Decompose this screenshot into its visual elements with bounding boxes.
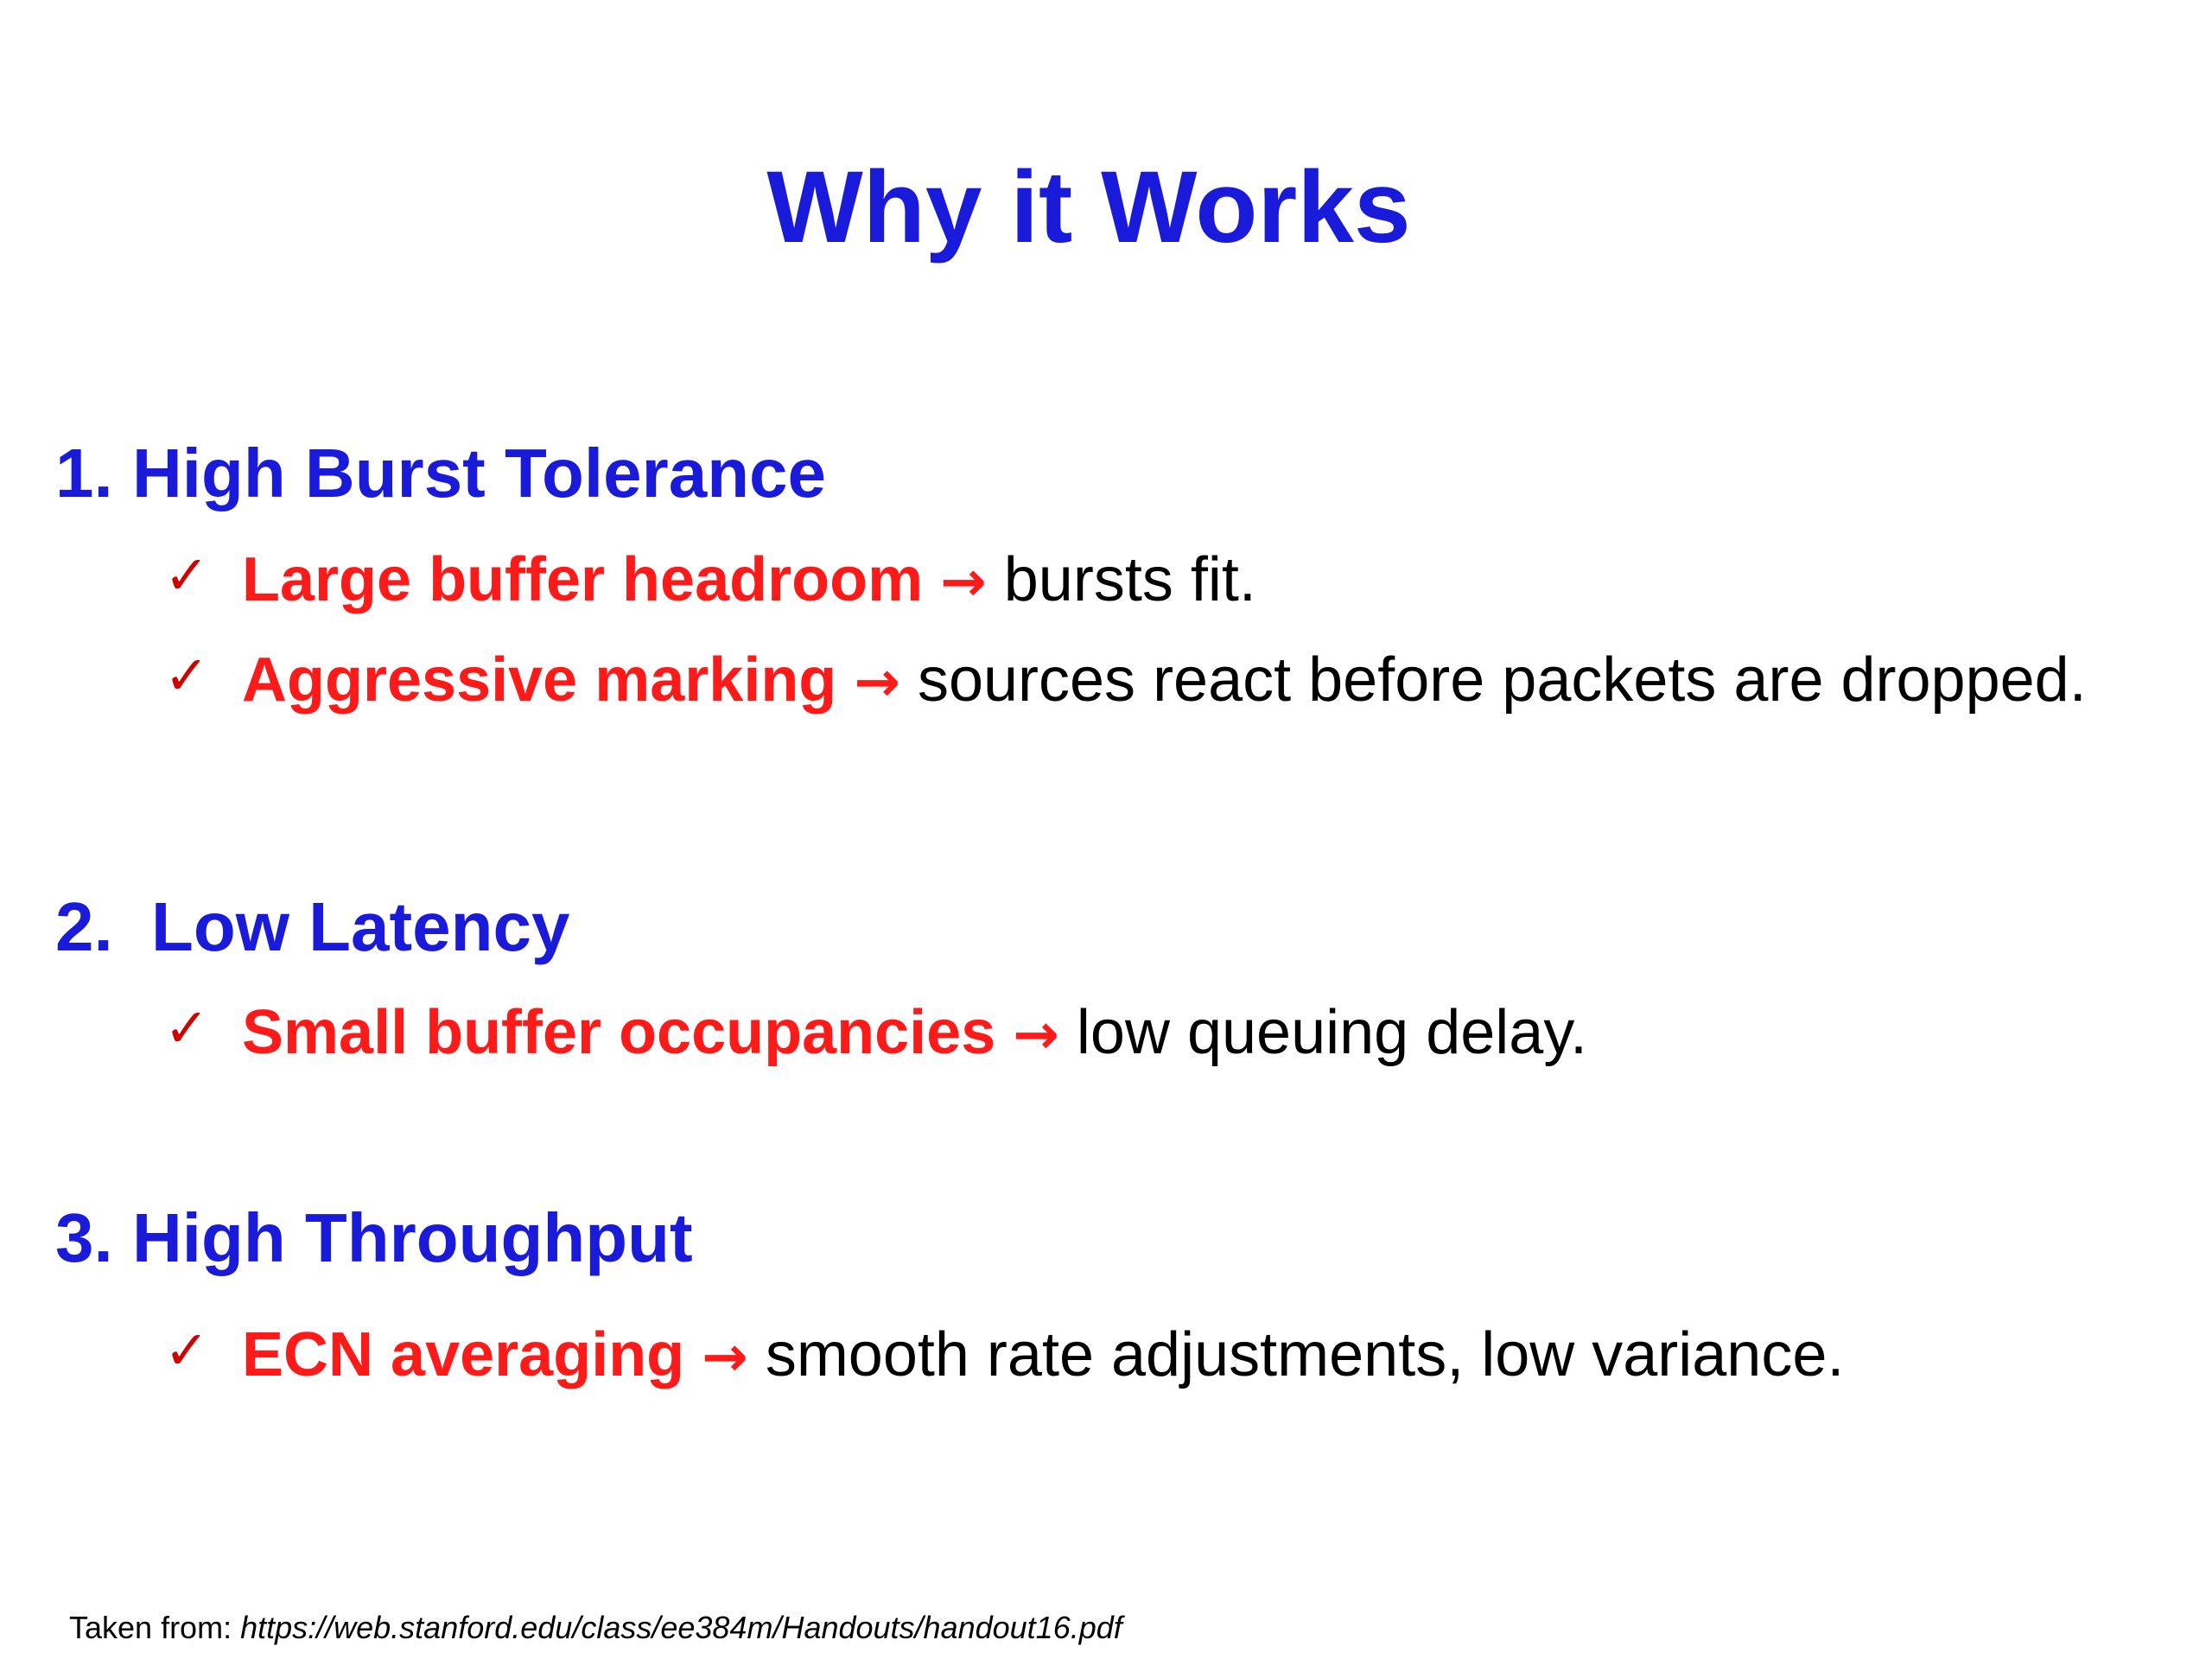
- section-title-2: Low Latency: [150, 888, 570, 965]
- section-number-2: 2.: [55, 888, 113, 965]
- arrow-right-icon: →: [702, 1325, 748, 1389]
- section-heading-2: [55, 886, 569, 969]
- bullet-key: Large buffer headroom: [242, 545, 924, 614]
- source-prefix: Taken from:: [69, 1610, 241, 1645]
- section-title-1: High Burst Tolerance: [131, 435, 827, 512]
- source-citation: [69, 1609, 1122, 1646]
- bullet-text: sources react before packets are dropped.: [917, 645, 2087, 715]
- checkmark-icon: ✓: [164, 644, 209, 707]
- bullet-text: low queuing delay.: [1076, 998, 1588, 1067]
- section-title-3: High Throughput: [131, 1199, 693, 1276]
- checkmark-icon: ✓: [164, 543, 209, 607]
- source-link[interactable]: https://web.stanford.edu/class/ee384m/Handouts/handout16.pdf: [240, 1610, 1122, 1645]
- bullet-2-1: [164, 995, 1587, 1070]
- checkmark-icon: ✓: [164, 996, 209, 1059]
- section-heading-1: [55, 432, 826, 515]
- bullet-1-1: [164, 543, 1256, 617]
- bullet-key: Small buffer occupancies: [242, 998, 996, 1067]
- bullet-1-2: [164, 643, 2087, 717]
- arrow-right-icon: →: [940, 550, 987, 614]
- arrow-right-icon: →: [854, 651, 900, 715]
- bullet-key: Aggressive marking: [242, 645, 837, 715]
- arrow-right-icon: →: [1013, 1003, 1059, 1067]
- bullet-text: bursts fit.: [1003, 545, 1256, 614]
- section-number-1: 1.: [55, 435, 113, 512]
- section-number-3: 3.: [55, 1199, 113, 1276]
- section-heading-3: [55, 1197, 693, 1280]
- bullet-key: ECN averaging: [242, 1320, 685, 1389]
- slide-title: Why it Works: [766, 150, 1411, 264]
- bullet-3-1: [164, 1318, 1844, 1392]
- checkmark-icon: ✓: [164, 1319, 209, 1382]
- bullet-text: smooth rate adjustments, low variance.: [765, 1320, 1845, 1389]
